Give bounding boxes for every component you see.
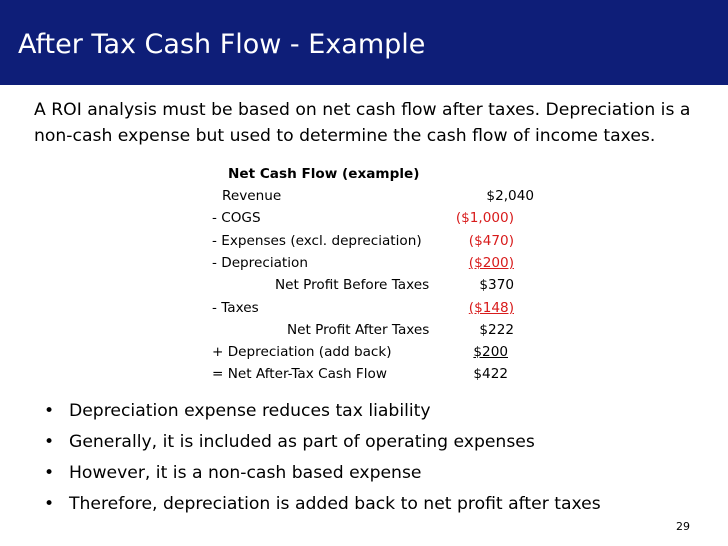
bullet-list [44, 396, 601, 520]
row-taxes-value: ($148) [468, 300, 514, 316]
row-net-profit-after-taxes-label: Net Profit After Taxes [287, 322, 430, 338]
row-cogs-value: ($1,000) [455, 210, 514, 226]
bullet-item [44, 489, 601, 520]
row-net-profit-before-taxes-label: Net Profit Before Taxes [275, 277, 430, 293]
row-depreciation-value: ($200) [468, 255, 514, 271]
bullet-text: Generally, it is included as part of operating expenses [69, 432, 535, 452]
bullet-item [44, 458, 601, 489]
bullet-item [44, 427, 601, 458]
row-depreciation-add-back-value: $200 [473, 344, 508, 360]
bullet-item [44, 396, 601, 427]
row-taxes-label: - Taxes [212, 300, 259, 316]
row-depreciation-add-back-label: + Depreciation (add back) [212, 344, 392, 360]
row-net-profit-after-taxes-value: $222 [479, 322, 514, 338]
row-net-profit-before-taxes-value: $370 [479, 277, 514, 293]
page-number: 29 [676, 520, 690, 533]
bullet-marker: • [44, 494, 55, 514]
intro-paragraph: A ROI analysis must be based on net cash flow after taxes. Depreciation is a non-cash expense but used to determine the cash flow of income taxes. [34, 100, 691, 146]
row-cogs-label: - COGS [212, 210, 261, 226]
bullet-marker: • [44, 463, 55, 483]
row-revenue-value: $2,040 [486, 188, 534, 204]
bullet-marker: • [44, 432, 55, 452]
bullet-marker: • [44, 401, 55, 421]
row-depreciation-label: - Depreciation [212, 255, 308, 271]
bullet-text: However, it is a non-cash based expense [69, 463, 422, 483]
row-net-after-tax-cash-flow-value: $422 [473, 366, 508, 382]
row-expenses-value: ($470) [468, 233, 514, 249]
slide-title: After Tax Cash Flow - Example [18, 29, 426, 60]
row-revenue-label: Revenue [222, 188, 282, 204]
row-expenses-label: - Expenses (excl. depreciation) [212, 233, 422, 249]
bullet-text: Therefore, depreciation is added back to net profit after taxes [69, 494, 601, 514]
bullet-text: Depreciation expense reduces tax liability [69, 401, 431, 421]
row-net-after-tax-cash-flow-label: = Net After-Tax Cash Flow [212, 366, 387, 382]
table-header: Net Cash Flow (example) [228, 166, 420, 182]
